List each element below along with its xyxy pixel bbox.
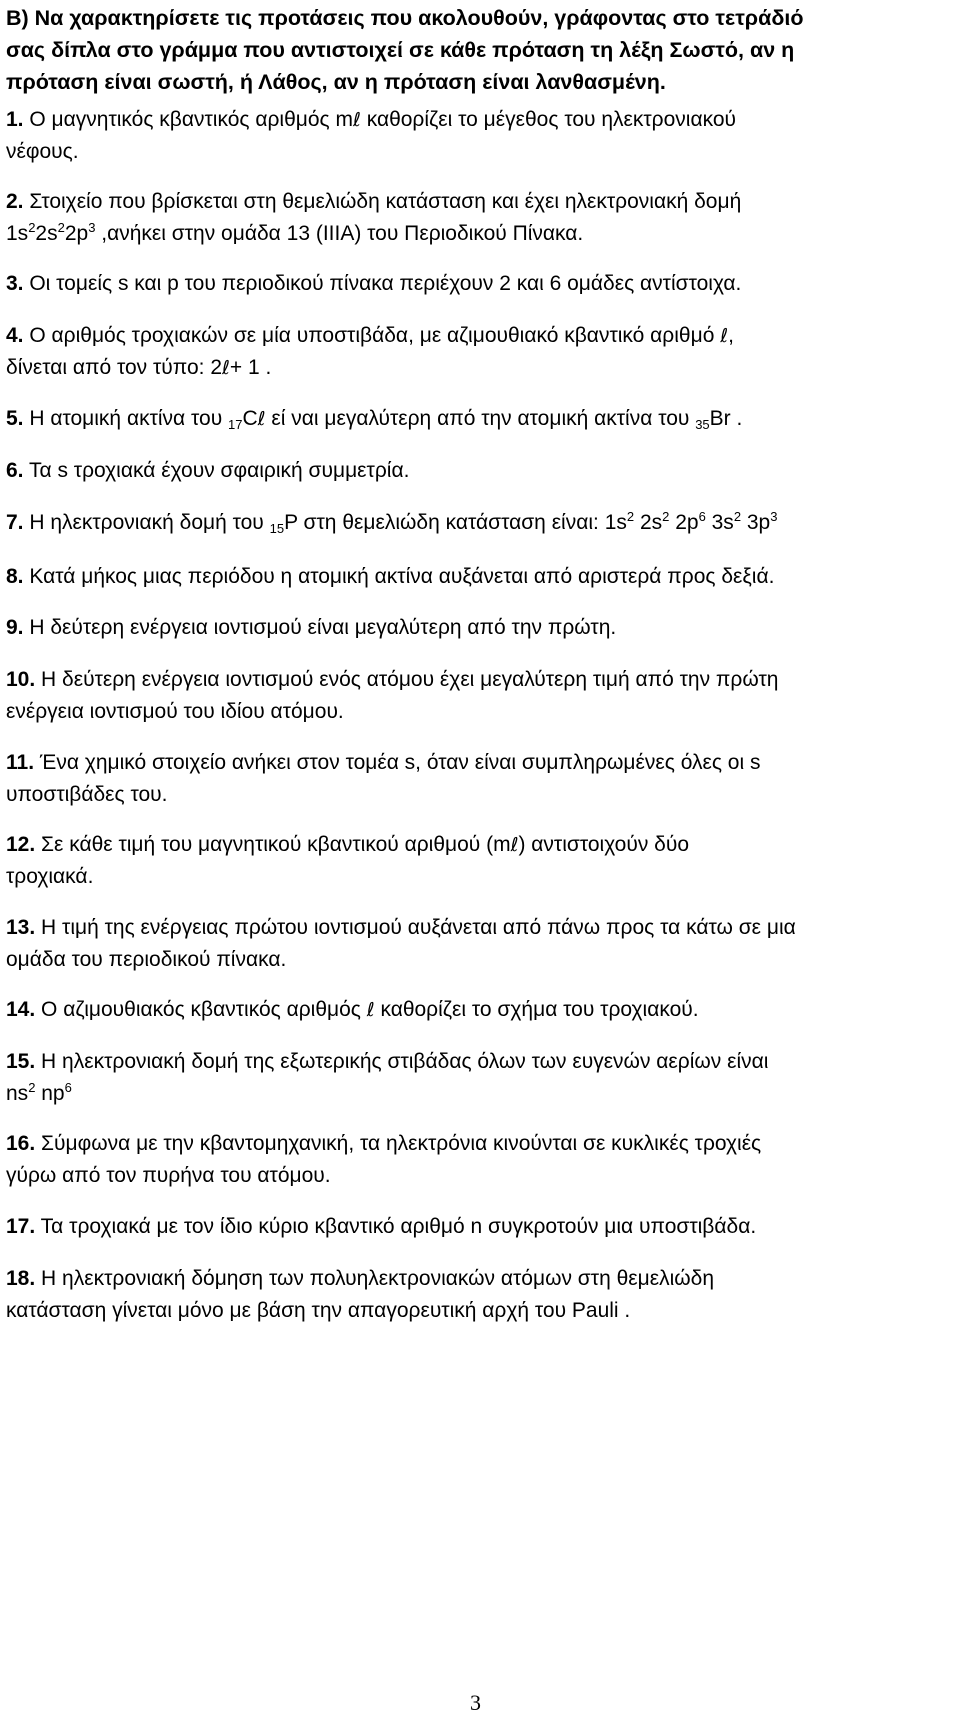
statement-17: 17. Τα τροχιακά με τον ίδιο κύριο κβαντικό αριθμό n συγκροτούν μια υποστιβάδα. <box>6 1215 757 1238</box>
statement-14: 14. Ο αζιμουθιακός κβαντικός αριθμός ℓ καθορίζει το σχήμα του τροχιακού. <box>6 998 699 1021</box>
statement-number: 13. <box>6 916 36 939</box>
statement-number: 6. <box>6 459 24 482</box>
statement-3: 3. Οι τομείς s και p του περιοδικού πίνακα περιέχουν 2 και 6 ομάδες αντίστοιχα. <box>6 272 742 295</box>
statement-6: 6. Τα s τροχιακά έχουν σφαιρική συμμετρία. <box>6 459 410 482</box>
statement-number: 17. <box>6 1215 36 1238</box>
statement-number: 8. <box>6 565 24 588</box>
statement-1: 1. Ο μαγνητικός κβαντικός αριθμός mℓ καθορίζει το μέγεθος του ηλεκτρονιακού νέφους. <box>6 108 736 163</box>
page-number: 3 <box>470 1690 481 1715</box>
ell-symbol: ℓ <box>257 408 266 430</box>
statement-12: 12. Σε κάθε τιμή του μαγνητικού κβαντικού αριθμού (mℓ) αντιστοιχούν δύο τροχιακά. <box>6 833 690 888</box>
instructions-heading <box>6 2 946 98</box>
statement-number: 12. <box>6 833 36 856</box>
statement-number: 5. <box>6 407 24 430</box>
statement-number: 18. <box>6 1267 36 1290</box>
statement-13: 13. Η τιμή της ενέργειας πρώτου ιοντισμού αυξάνεται από πάνω προς τα κάτω σε μια ομάδα του περιοδικού πίνακα. <box>6 916 796 971</box>
ell-symbol: ℓ <box>510 834 519 856</box>
statement-number: 15. <box>6 1050 36 1073</box>
statement-number: 2. <box>6 190 24 213</box>
statement-number: 16. <box>6 1132 36 1155</box>
ell-symbol: ℓ <box>366 999 375 1021</box>
statement-18: 18. Η ηλεκτρονιακή δόμηση των πολυηλεκτρονιακών ατόμων στη θεμελιώδη κατάσταση γίνεται μόνο με βάση την απαγορευτική αρχή του Pauli . <box>6 1267 715 1322</box>
statement-number: 14. <box>6 998 36 1021</box>
ell-symbol: ℓ <box>222 357 230 379</box>
statement-5: 5. Η ατομική ακτίνα του $_{17}$Cℓ εί ναι μεγαλύτερη από την ατομική ακτίνα του $_{35}$Br . <box>6 407 743 432</box>
statement-number: 9. <box>6 616 24 639</box>
statement-number: 10. <box>6 668 36 691</box>
statement-4: 4. Ο αριθμός τροχιακών σε μία υποστιβάδα, με αζιμουθιακό κβαντικό αριθμό ℓ, δίνεται από τον τύπο: 2ℓ+ 1 . <box>6 324 734 379</box>
statement-2: 2. Στοιχείο που βρίσκεται στη θεμελιώδη κατάσταση και έχει ηλεκτρονιακή δομή $1s^22s^22p^3$ ,ανήκει στην ομάδα 13 (IIIA) του Περιοδικού Πίνακα. <box>6 190 742 245</box>
statement-10: 10. Η δεύτερη ενέργεια ιοντισμού ενός ατόμου έχει μεγαλύτερη τιμή από την πρώτη ενέργεια ιοντισμού του ιδίου ατόμου. <box>6 668 779 723</box>
ell-symbol: ℓ <box>353 109 361 131</box>
instructions-line: πρόταση είναι σωστή, ή Λάθος, αν η πρόταση είναι λανθασμένη. <box>6 70 666 94</box>
statement-11: 11. Ένα χημικό στοιχείο ανήκει στον τομέα s, όταν είναι συμπληρωμένες όλες οι s υποστιβάδες του. <box>6 751 761 806</box>
statement-9: 9. Η δεύτερη ενέργεια ιοντισμού είναι μεγαλύτερη από την πρώτη. <box>6 616 617 639</box>
statement-number: 1. <box>6 108 24 131</box>
statement-8: 8. Κατά μήκος μιας περιόδου η ατομική ακτίνα αυξάνεται από αριστερά προς δεξιά. <box>6 565 775 588</box>
instructions-line: σας δίπλα στο γράμμα που αντιστοιχεί σε κάθε πρόταση τη λέξη Σωστό, αν η <box>6 38 795 62</box>
statement-number: 3. <box>6 272 24 295</box>
statement-number: 4. <box>6 324 24 347</box>
statement-16: 16. Σύμφωνα με την κβαντομηχανική, τα ηλεκτρόνια κινούνται σε κυκλικές τροχιές γύρω από τον πυρήνα του ατόμου. <box>6 1132 762 1187</box>
instructions-line: Β) Να χαρακτηρίσετε τις προτάσεις που ακολουθούν, γράφοντας στο τετράδιό <box>6 6 804 30</box>
statement-number: 11. <box>6 751 35 774</box>
statement-7: 7. Η ηλεκτρονιακή δομή του $_{15}$P στη θεμελιώδη κατάσταση είναι: $1s^2$ $2s^2$ $2p^6$ $3s^2$ $3p^3$ <box>6 509 778 536</box>
statement-number: 7. <box>6 511 24 534</box>
statement-15: 15. Η ηλεκτρονιακή δομή της εξωτερικής στιβάδας όλων των ευγενών αερίων είναι $ns^2$ $np^6$ <box>6 1050 769 1105</box>
ell-symbol: ℓ <box>720 325 729 347</box>
